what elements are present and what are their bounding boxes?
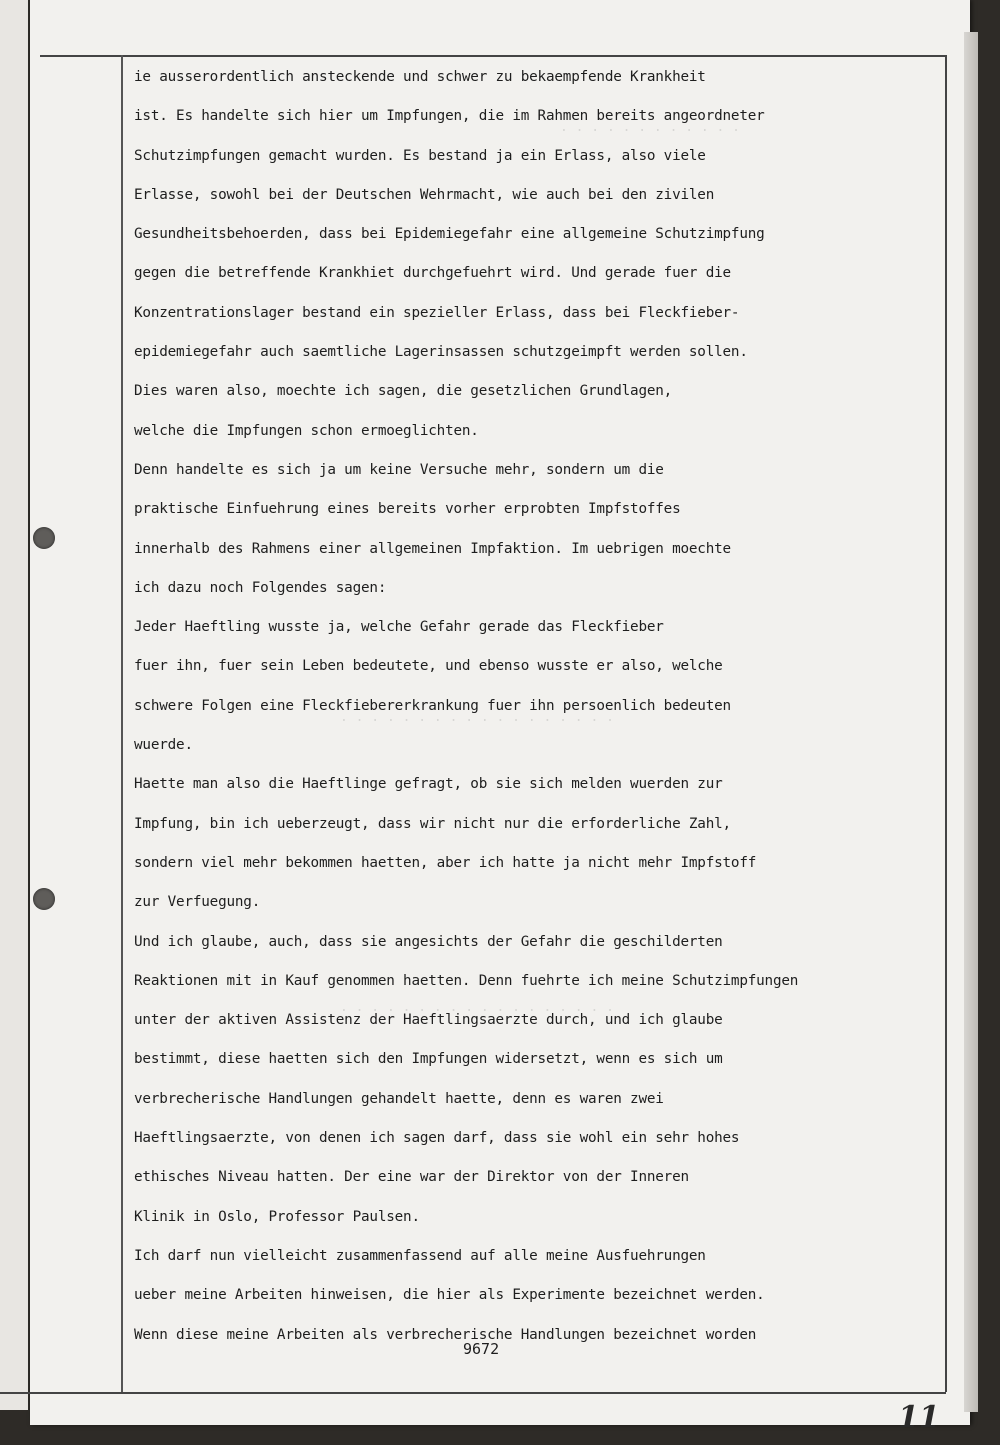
frame-top-rule [40, 55, 946, 57]
text-line: ich dazu noch Folgendes sagen: [134, 579, 387, 596]
bleed-through-text: . . . . . . . . . . . . . . . . . . [340, 1000, 614, 1015]
bleed-through-text: . . . . . . . . . . . . . . . . . . [340, 710, 614, 725]
text-line: epidemiegefahr auch saemtliche Lagerinsassen schutzgeimpft werden sollen. [134, 344, 748, 361]
page-number: 9672 [463, 1340, 500, 1358]
typed-text-body [134, 58, 914, 1355]
text-line: Denn handelte es sich ja um keine Versuche mehr, sondern um die [134, 461, 664, 478]
text-line: praktische Einfuehrung eines bereits vorher erprobten Impfstoffes [134, 501, 681, 518]
punch-hole-icon [33, 888, 55, 910]
text-line: verbrecherische Handlungen gehandelt haette, denn es waren zwei [134, 1090, 664, 1107]
text-line: ethisches Niveau hatten. Der eine war der Direktor von der Inneren [134, 1169, 689, 1186]
stacked-pages-edge [964, 32, 978, 1412]
text-line: unter der aktiven Assistenz der Haeftlingsaerzte durch, und ich glaube [134, 1012, 723, 1029]
punch-hole-icon [33, 527, 55, 549]
text-line: Dies waren also, moechte ich sagen, die gesetzlichen Grundlagen, [134, 383, 673, 400]
text-line: zur Verfuegung. [134, 894, 261, 911]
text-line: Haette man also die Haeftlinge gefragt, ob sie sich melden wuerden zur [134, 776, 723, 793]
text-line: Klinik in Oslo, Professor Paulsen. [134, 1208, 420, 1225]
text-line: sondern viel mehr bekommen haetten, aber ich hatte ja nicht mehr Impfstoff [134, 854, 757, 871]
frame-bottom-rule [0, 1392, 946, 1394]
handwritten-folio-number: 11 [898, 1400, 940, 1435]
text-line: ie ausserordentlich ansteckende und schwer zu bekaempfende Krankheit [134, 69, 706, 85]
text-line: schwere Folgen eine Fleckfiebererkrankung fuer ihn persoenlich bedeuten [134, 697, 731, 714]
text-line: Konzentrationslager bestand ein spezieller Erlass, dass bei Fleckfieber- [134, 304, 740, 321]
text-line: welche die Impfungen schon ermoeglichten. [134, 422, 479, 439]
text-line: innerhalb des Rahmens einer allgemeinen Impfaktion. Im uebrigen moechte [134, 540, 731, 557]
frame-left-rule [121, 55, 123, 1392]
text-line: Und ich glaube, auch, dass sie angesichts der Gefahr die geschilderten [134, 933, 723, 950]
text-line: bestimmt, diese haetten sich den Impfungen widersetzt, wenn es sich um [134, 1051, 723, 1068]
text-line: Impfung, bin ich ueberzeugt, dass wir nicht nur die erforderliche Zahl, [134, 815, 731, 832]
text-line: Reaktionen mit in Kauf genommen haetten. Denn fuehrte ich meine Schutzimpfungen [134, 972, 799, 989]
bleed-through-text: . . . . . . . . . . . . [560, 120, 741, 135]
text-line: Erlasse, sowohl bei der Deutschen Wehrmacht, wie auch bei den zivilen [134, 186, 715, 203]
text-line: Jeder Haeftling wusste ja, welche Gefahr gerade das Fleckfieber [134, 619, 664, 636]
text-line: gegen die betreffende Krankhiet durchgefuehrt wird. Und gerade fuer die [134, 265, 731, 282]
text-line: Ich darf nun vielleicht zusammenfassend auf alle meine Ausfuehrungen [134, 1247, 706, 1264]
text-line: Gesundheitsbehoerden, dass bei Epidemiegefahr eine allgemeine Schutzimpfung [134, 226, 765, 243]
text-line: wuerde. [134, 737, 193, 754]
text-line: Wenn diese meine Arbeiten als verbrecherische Handlungen bezeichnet worden [134, 1326, 757, 1343]
text-line: Schutzimpfungen gemacht wurden. Es bestand ja ein Erlass, also viele [134, 147, 706, 164]
text-line: Haeftlingsaerzte, von denen ich sagen darf, dass sie wohl ein sehr hohes [134, 1130, 740, 1147]
text-line: ueber meine Arbeiten hinweisen, die hier als Experimente bezeichnet werden. [134, 1287, 765, 1304]
text-line: ist. Es handelte sich hier um Impfungen, die im Rahmen bereits angeordneter [134, 108, 765, 125]
text-line: fuer ihn, fuer sein Leben bedeutete, und ebenso wusste er also, welche [134, 658, 723, 675]
underlying-page-edge [0, 0, 28, 1410]
frame-right-rule [945, 55, 947, 1392]
